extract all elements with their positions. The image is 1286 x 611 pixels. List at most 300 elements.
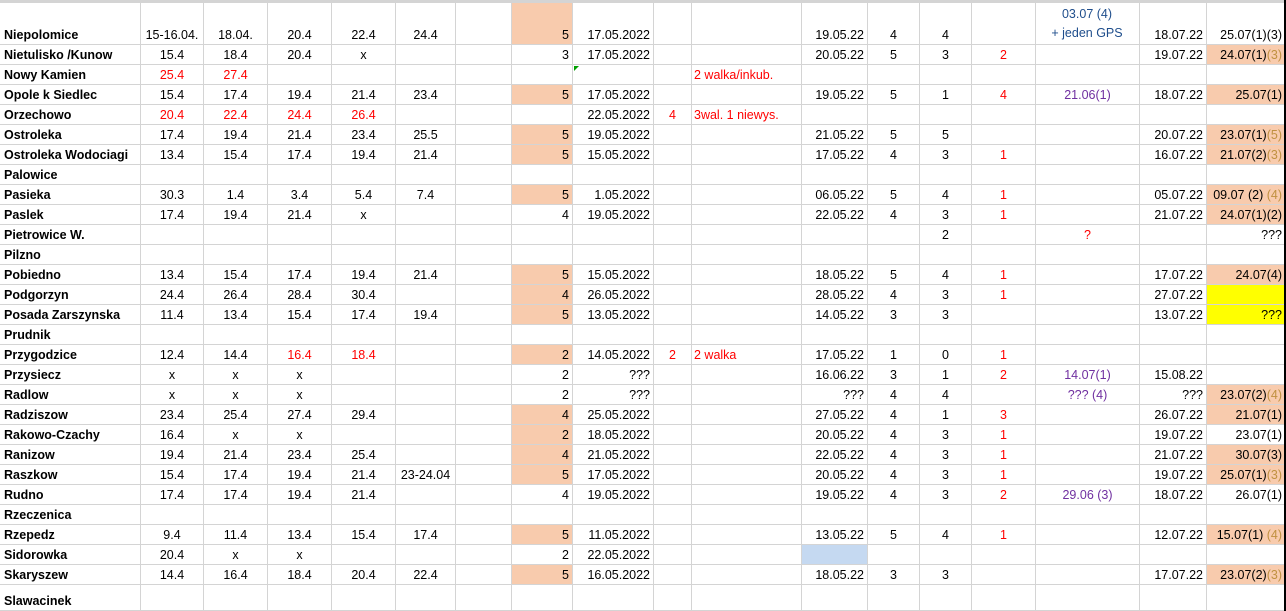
cell-c17[interactable] (1207, 585, 1286, 611)
cell-c16[interactable] (1140, 3, 1207, 45)
cell-c11[interactable] (802, 3, 868, 45)
cell-c2[interactable] (204, 465, 268, 485)
row-label[interactable] (0, 325, 141, 345)
cell-c4[interactable] (332, 65, 396, 85)
cell-c8[interactable] (573, 305, 654, 325)
cell-c5[interactable] (396, 205, 456, 225)
cell-c12[interactable] (868, 565, 920, 585)
cell-c2[interactable] (204, 225, 268, 245)
cell-c11[interactable] (802, 105, 868, 125)
cell-c17[interactable] (1207, 445, 1286, 465)
cell-c6[interactable] (456, 385, 512, 405)
cell-c9[interactable] (654, 445, 692, 465)
cell-c1[interactable] (141, 565, 204, 585)
cell-c2[interactable] (204, 305, 268, 325)
cell-c7[interactable] (512, 3, 573, 45)
cell-c5[interactable] (396, 265, 456, 285)
cell-c16[interactable] (1140, 185, 1207, 205)
cell-c4[interactable] (332, 225, 396, 245)
cell-c1[interactable] (141, 245, 204, 265)
cell-c9[interactable] (654, 325, 692, 345)
cell-c6[interactable] (456, 465, 512, 485)
cell-c15[interactable] (1036, 545, 1140, 565)
cell-c2[interactable] (204, 45, 268, 65)
cell-c8[interactable] (573, 185, 654, 205)
cell-c7[interactable] (512, 545, 573, 565)
cell-c3[interactable] (268, 545, 332, 565)
cell-c2[interactable] (204, 65, 268, 85)
cell-c17[interactable] (1207, 545, 1286, 565)
cell-c17[interactable] (1207, 245, 1286, 265)
cell-c2[interactable] (204, 85, 268, 105)
cell-c16[interactable] (1140, 85, 1207, 105)
cell-c8[interactable] (573, 285, 654, 305)
row-label[interactable] (0, 505, 141, 525)
cell-c15[interactable] (1036, 245, 1140, 265)
cell-c11[interactable] (802, 165, 868, 185)
cell-c8[interactable] (573, 65, 654, 85)
cell-c3[interactable] (268, 305, 332, 325)
cell-c8[interactable] (573, 205, 654, 225)
cell-c12[interactable] (868, 65, 920, 85)
cell-c9[interactable] (654, 505, 692, 525)
cell-c17[interactable] (1207, 125, 1286, 145)
cell-c14[interactable] (972, 345, 1036, 365)
cell-c13[interactable] (920, 285, 972, 305)
row-label[interactable] (0, 345, 141, 365)
row-label[interactable] (0, 285, 141, 305)
cell-c15[interactable] (1036, 185, 1140, 205)
cell-c3[interactable] (268, 465, 332, 485)
cell-c7[interactable] (512, 345, 573, 365)
cell-c4[interactable] (332, 125, 396, 145)
cell-c17[interactable] (1207, 225, 1286, 245)
cell-c7[interactable] (512, 85, 573, 105)
cell-c10[interactable] (692, 565, 802, 585)
cell-c17[interactable] (1207, 3, 1286, 45)
cell-c9[interactable] (654, 565, 692, 585)
cell-c6[interactable] (456, 45, 512, 65)
cell-c17[interactable] (1207, 345, 1286, 365)
cell-c3[interactable] (268, 285, 332, 305)
cell-c17[interactable] (1207, 565, 1286, 585)
cell-c6[interactable] (456, 65, 512, 85)
cell-c15[interactable] (1036, 85, 1140, 105)
cell-c9[interactable] (654, 165, 692, 185)
cell-c10[interactable] (692, 445, 802, 465)
cell-c8[interactable] (573, 545, 654, 565)
cell-c11[interactable] (802, 185, 868, 205)
cell-c5[interactable] (396, 505, 456, 525)
cell-c13[interactable] (920, 485, 972, 505)
cell-c16[interactable] (1140, 425, 1207, 445)
cell-c2[interactable] (204, 505, 268, 525)
cell-c11[interactable] (802, 345, 868, 365)
cell-c6[interactable] (456, 285, 512, 305)
cell-c5[interactable] (396, 65, 456, 85)
cell-c7[interactable] (512, 245, 573, 265)
cell-c2[interactable] (204, 425, 268, 445)
cell-c4[interactable] (332, 205, 396, 225)
cell-c15[interactable] (1036, 205, 1140, 225)
cell-c10[interactable] (692, 545, 802, 565)
cell-c15[interactable] (1036, 65, 1140, 85)
cell-c11[interactable] (802, 365, 868, 385)
cell-c6[interactable] (456, 485, 512, 505)
cell-c17[interactable] (1207, 505, 1286, 525)
cell-c12[interactable] (868, 225, 920, 245)
cell-c13[interactable] (920, 345, 972, 365)
cell-c15[interactable] (1036, 285, 1140, 305)
cell-c8[interactable] (573, 345, 654, 365)
cell-c9[interactable] (654, 205, 692, 225)
cell-c12[interactable] (868, 165, 920, 185)
row-label[interactable] (0, 445, 141, 465)
row-label[interactable] (0, 145, 141, 165)
cell-c3[interactable] (268, 225, 332, 245)
cell-c14[interactable] (972, 425, 1036, 445)
cell-c11[interactable] (802, 445, 868, 465)
cell-c10[interactable] (692, 205, 802, 225)
cell-c17[interactable] (1207, 305, 1286, 325)
cell-c14[interactable] (972, 45, 1036, 65)
cell-c4[interactable] (332, 405, 396, 425)
cell-c10[interactable] (692, 285, 802, 305)
cell-c4[interactable] (332, 385, 396, 405)
cell-c6[interactable] (456, 305, 512, 325)
cell-c2[interactable] (204, 585, 268, 611)
cell-c14[interactable] (972, 325, 1036, 345)
cell-c13[interactable] (920, 85, 972, 105)
cell-c7[interactable] (512, 365, 573, 385)
cell-c10[interactable] (692, 3, 802, 45)
cell-c7[interactable] (512, 405, 573, 425)
cell-c3[interactable] (268, 165, 332, 185)
cell-c14[interactable] (972, 485, 1036, 505)
cell-c13[interactable] (920, 265, 972, 285)
cell-c8[interactable] (573, 105, 654, 125)
cell-c11[interactable] (802, 565, 868, 585)
row-label[interactable] (0, 245, 141, 265)
cell-c7[interactable] (512, 485, 573, 505)
cell-c14[interactable] (972, 185, 1036, 205)
cell-c12[interactable] (868, 385, 920, 405)
cell-c13[interactable] (920, 45, 972, 65)
cell-c14[interactable] (972, 465, 1036, 485)
cell-c2[interactable] (204, 145, 268, 165)
cell-c10[interactable] (692, 385, 802, 405)
cell-c1[interactable] (141, 305, 204, 325)
cell-c9[interactable] (654, 485, 692, 505)
cell-c1[interactable] (141, 325, 204, 345)
cell-c6[interactable] (456, 545, 512, 565)
cell-c6[interactable] (456, 185, 512, 205)
cell-c17[interactable] (1207, 485, 1286, 505)
cell-c14[interactable] (972, 165, 1036, 185)
cell-c9[interactable] (654, 65, 692, 85)
cell-c8[interactable] (573, 85, 654, 105)
cell-c2[interactable] (204, 445, 268, 465)
cell-c3[interactable] (268, 405, 332, 425)
cell-c10[interactable] (692, 365, 802, 385)
cell-c5[interactable] (396, 325, 456, 345)
cell-c14[interactable] (972, 65, 1036, 85)
cell-c1[interactable] (141, 165, 204, 185)
cell-c16[interactable] (1140, 325, 1207, 345)
cell-c5[interactable] (396, 3, 456, 45)
cell-c2[interactable] (204, 365, 268, 385)
cell-c7[interactable] (512, 105, 573, 125)
cell-c5[interactable] (396, 365, 456, 385)
cell-c3[interactable] (268, 245, 332, 265)
row-label[interactable] (0, 225, 141, 245)
cell-c17[interactable] (1207, 165, 1286, 185)
cell-c17[interactable] (1207, 205, 1286, 225)
cell-c11[interactable] (802, 285, 868, 305)
row-label[interactable] (0, 125, 141, 145)
row-label[interactable] (0, 585, 141, 611)
cell-c14[interactable] (972, 3, 1036, 45)
cell-c14[interactable] (972, 385, 1036, 405)
cell-c12[interactable] (868, 445, 920, 465)
cell-c3[interactable] (268, 205, 332, 225)
cell-c11[interactable] (802, 525, 868, 545)
cell-c13[interactable] (920, 125, 972, 145)
cell-c8[interactable] (573, 565, 654, 585)
cell-c11[interactable] (802, 145, 868, 165)
cell-c15[interactable] (1036, 45, 1140, 65)
cell-c13[interactable] (920, 505, 972, 525)
cell-c15[interactable] (1036, 385, 1140, 405)
cell-c16[interactable] (1140, 205, 1207, 225)
cell-c11[interactable] (802, 325, 868, 345)
cell-c4[interactable] (332, 325, 396, 345)
cell-c11[interactable] (802, 45, 868, 65)
cell-c16[interactable] (1140, 345, 1207, 365)
cell-c2[interactable] (204, 345, 268, 365)
cell-c4[interactable] (332, 105, 396, 125)
cell-c12[interactable] (868, 585, 920, 611)
cell-c15[interactable] (1036, 565, 1140, 585)
cell-c1[interactable] (141, 485, 204, 505)
cell-c7[interactable] (512, 445, 573, 465)
cell-c6[interactable] (456, 165, 512, 185)
cell-c10[interactable] (692, 225, 802, 245)
cell-c7[interactable] (512, 465, 573, 485)
cell-c4[interactable] (332, 185, 396, 205)
cell-c1[interactable] (141, 505, 204, 525)
cell-c2[interactable] (204, 525, 268, 545)
row-label[interactable] (0, 105, 141, 125)
cell-c2[interactable] (204, 325, 268, 345)
cell-c5[interactable] (396, 45, 456, 65)
cell-c10[interactable] (692, 65, 802, 85)
cell-c13[interactable] (920, 405, 972, 425)
cell-c9[interactable] (654, 185, 692, 205)
cell-c11[interactable] (802, 425, 868, 445)
cell-c14[interactable] (972, 505, 1036, 525)
cell-c5[interactable] (396, 105, 456, 125)
cell-c4[interactable] (332, 145, 396, 165)
cell-c17[interactable] (1207, 185, 1286, 205)
row-label[interactable] (0, 425, 141, 445)
cell-c8[interactable] (573, 585, 654, 611)
cell-c14[interactable] (972, 545, 1036, 565)
cell-c11[interactable] (802, 405, 868, 425)
cell-c4[interactable] (332, 425, 396, 445)
cell-c11[interactable] (802, 385, 868, 405)
cell-c6[interactable] (456, 145, 512, 165)
cell-c8[interactable] (573, 145, 654, 165)
cell-c14[interactable] (972, 285, 1036, 305)
cell-c1[interactable] (141, 545, 204, 565)
cell-c16[interactable] (1140, 525, 1207, 545)
cell-c2[interactable] (204, 3, 268, 45)
cell-c4[interactable] (332, 3, 396, 45)
cell-c16[interactable] (1140, 285, 1207, 305)
cell-c2[interactable] (204, 565, 268, 585)
cell-c3[interactable] (268, 385, 332, 405)
cell-c16[interactable] (1140, 585, 1207, 611)
cell-c1[interactable] (141, 285, 204, 305)
cell-c7[interactable] (512, 65, 573, 85)
cell-c5[interactable] (396, 85, 456, 105)
cell-c1[interactable] (141, 385, 204, 405)
cell-c9[interactable] (654, 145, 692, 165)
cell-c16[interactable] (1140, 545, 1207, 565)
cell-c14[interactable] (972, 305, 1036, 325)
cell-c1[interactable] (141, 345, 204, 365)
cell-c16[interactable] (1140, 65, 1207, 85)
cell-c4[interactable] (332, 85, 396, 105)
row-label[interactable] (0, 165, 141, 185)
row-label[interactable] (0, 405, 141, 425)
cell-c3[interactable] (268, 445, 332, 465)
row-label[interactable] (0, 525, 141, 545)
cell-c11[interactable] (802, 545, 868, 565)
cell-c16[interactable] (1140, 485, 1207, 505)
cell-c7[interactable] (512, 165, 573, 185)
cell-c9[interactable] (654, 265, 692, 285)
cell-c9[interactable] (654, 365, 692, 385)
cell-c1[interactable] (141, 445, 204, 465)
cell-c4[interactable] (332, 345, 396, 365)
cell-c5[interactable] (396, 245, 456, 265)
cell-c11[interactable] (802, 65, 868, 85)
row-label[interactable] (0, 3, 141, 45)
cell-c7[interactable] (512, 285, 573, 305)
cell-c12[interactable] (868, 185, 920, 205)
cell-c8[interactable] (573, 485, 654, 505)
cell-c7[interactable] (512, 565, 573, 585)
cell-c5[interactable] (396, 225, 456, 245)
cell-c17[interactable] (1207, 45, 1286, 65)
cell-c2[interactable] (204, 205, 268, 225)
cell-c5[interactable] (396, 465, 456, 485)
cell-c15[interactable] (1036, 445, 1140, 465)
cell-c14[interactable] (972, 565, 1036, 585)
cell-c1[interactable] (141, 405, 204, 425)
cell-c17[interactable] (1207, 265, 1286, 285)
cell-c16[interactable] (1140, 465, 1207, 485)
cell-c12[interactable] (868, 205, 920, 225)
cell-c12[interactable] (868, 365, 920, 385)
cell-c11[interactable] (802, 465, 868, 485)
cell-c15[interactable] (1036, 365, 1140, 385)
cell-c7[interactable] (512, 505, 573, 525)
cell-c3[interactable] (268, 105, 332, 125)
cell-c14[interactable] (972, 405, 1036, 425)
row-label[interactable] (0, 85, 141, 105)
cell-c2[interactable] (204, 405, 268, 425)
cell-c5[interactable] (396, 585, 456, 611)
cell-c8[interactable] (573, 325, 654, 345)
cell-c15[interactable] (1036, 345, 1140, 365)
row-label[interactable] (0, 565, 141, 585)
cell-c8[interactable] (573, 365, 654, 385)
cell-c13[interactable] (920, 3, 972, 45)
cell-c2[interactable] (204, 185, 268, 205)
cell-c11[interactable] (802, 205, 868, 225)
cell-c15[interactable] (1036, 505, 1140, 525)
cell-c9[interactable] (654, 3, 692, 45)
cell-c3[interactable] (268, 85, 332, 105)
cell-c8[interactable] (573, 525, 654, 545)
cell-c6[interactable] (456, 445, 512, 465)
cell-c1[interactable] (141, 465, 204, 485)
cell-c15[interactable] (1036, 525, 1140, 545)
row-label[interactable] (0, 65, 141, 85)
cell-c2[interactable] (204, 125, 268, 145)
cell-c14[interactable] (972, 105, 1036, 125)
cell-c8[interactable] (573, 445, 654, 465)
cell-c1[interactable] (141, 125, 204, 145)
cell-c3[interactable] (268, 585, 332, 611)
cell-c14[interactable] (972, 585, 1036, 611)
cell-c1[interactable] (141, 65, 204, 85)
cell-c9[interactable] (654, 345, 692, 365)
cell-c2[interactable] (204, 545, 268, 565)
cell-c6[interactable] (456, 505, 512, 525)
cell-c10[interactable] (692, 525, 802, 545)
cell-c3[interactable] (268, 145, 332, 165)
cell-c7[interactable] (512, 45, 573, 65)
cell-c3[interactable] (268, 525, 332, 545)
cell-c16[interactable] (1140, 165, 1207, 185)
cell-c13[interactable] (920, 185, 972, 205)
cell-c10[interactable] (692, 85, 802, 105)
cell-c1[interactable] (141, 3, 204, 45)
cell-c1[interactable] (141, 185, 204, 205)
cell-c3[interactable] (268, 565, 332, 585)
row-label[interactable] (0, 485, 141, 505)
cell-c6[interactable] (456, 105, 512, 125)
cell-c15[interactable] (1036, 425, 1140, 445)
row-label[interactable] (0, 45, 141, 65)
cell-c4[interactable] (332, 165, 396, 185)
cell-c6[interactable] (456, 565, 512, 585)
cell-c9[interactable] (654, 525, 692, 545)
cell-c5[interactable] (396, 405, 456, 425)
cell-c6[interactable] (456, 85, 512, 105)
cell-c14[interactable] (972, 245, 1036, 265)
cell-c7[interactable] (512, 425, 573, 445)
cell-c12[interactable] (868, 485, 920, 505)
cell-c10[interactable] (692, 185, 802, 205)
cell-c8[interactable] (573, 465, 654, 485)
cell-c7[interactable] (512, 305, 573, 325)
cell-c3[interactable] (268, 485, 332, 505)
